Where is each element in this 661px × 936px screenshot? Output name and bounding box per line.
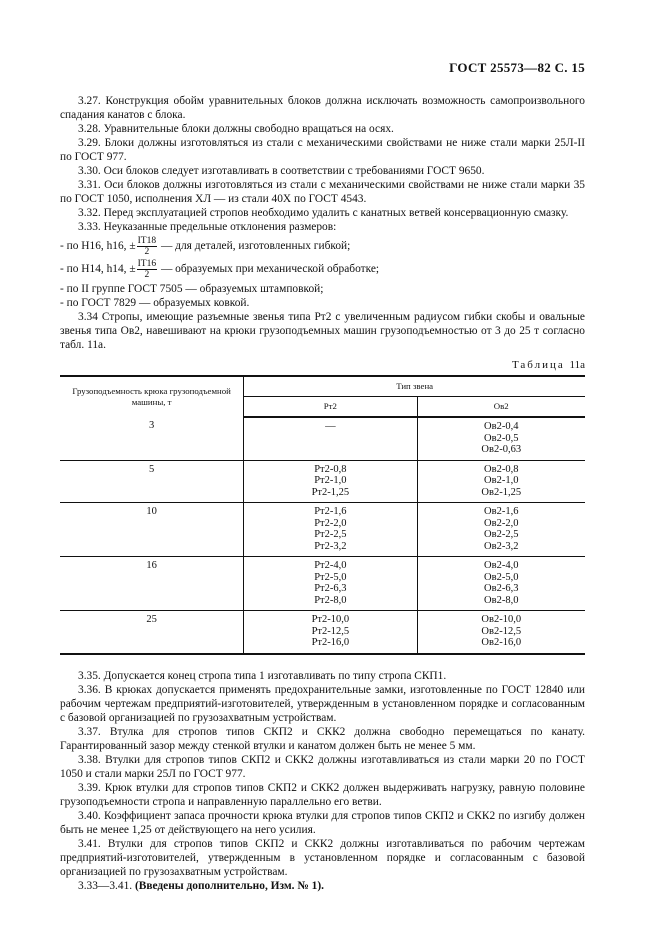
paragraph-bottom-5: 3.40. Коэффициент запаса прочности крюка втулки для стропов типов СКП2 и СКК2 по изгибу должен быть не менее 1,25 от действующего на него усилия. <box>60 809 585 836</box>
table-caption <box>60 358 585 372</box>
cell-capacity: 16 <box>60 557 244 611</box>
tolerance-2-prefix: - по H14, h14, ± <box>60 263 136 276</box>
cell-rt2 <box>244 503 417 557</box>
paragraph-bottom-4: 3.39. Крюк втулки для стропов типов СКП2 и СКК2 должен выдерживать нагрузку, равную половине грузоподъемности стропа и направленную параллельно его ветви. <box>60 781 585 808</box>
link-designation: Рт2-4,0 <box>314 560 347 571</box>
link-designation: Рт2-2,5 <box>314 529 347 540</box>
link-designation: Ов2-0,4 <box>484 421 519 432</box>
fraction-it16 <box>137 259 157 280</box>
tolerance-item-1 <box>60 236 585 257</box>
header-rt2: Рт2 <box>244 397 417 418</box>
final-note <box>60 879 585 893</box>
top-paragraphs <box>60 94 585 234</box>
link-designation: Рт2-1,25 <box>311 486 350 498</box>
bottom-paragraphs <box>60 669 585 879</box>
cell-ov2 <box>417 611 585 654</box>
paragraph-top-4: 3.31. Оси блоков должны изготовляться из стали с механическими свойствами не ниже стали марки 35 по ГОСТ 1050, исполнения ХЛ — из стали 40Х по ГОСТ 4543. <box>60 179 585 205</box>
paragraph-bottom-3: 3.38. Втулки для стропов типов СКП2 и СКК2 должны изготавливаться из стали марки 20 по ГОСТ 1050 и стали марки 25Л по ГОСТ 977. <box>60 753 585 780</box>
link-designation: Рт2-3,2 <box>314 540 347 552</box>
paragraph-3-34: 3.34 Стропы, имеющие разъемные звенья типа Рт2 с увеличенным радиусом гибки скобы и овальные звенья типа Ов2, навешивают на крюки грузоподъемных машин грузоподъемностью от 3 до 25 т согласно табл. 11а. <box>60 311 585 351</box>
link-designation: Рт2-16,0 <box>311 637 350 648</box>
cell-capacity: 10 <box>60 503 244 557</box>
cell-capacity: 25 <box>60 611 244 654</box>
final-note-range: 3.33—3.41. <box>78 879 133 892</box>
link-designation: Ов2-1,6 <box>484 506 519 517</box>
link-designation: Рт2-10,0 <box>311 614 350 625</box>
cell-capacity: 5 <box>60 460 244 503</box>
paragraph-top-6: 3.33. Неуказанные предельные отклонения размеров: <box>78 221 337 233</box>
cell-rt2 <box>244 460 417 503</box>
cell-rt2 <box>244 417 417 460</box>
header-ov2: Ов2 <box>417 397 585 418</box>
fraction-it18 <box>137 236 157 257</box>
tolerance-item-4: - по ГОСТ 7829 — образуемых ковкой. <box>60 297 250 309</box>
fraction-denominator: 2 <box>144 247 150 257</box>
cell-ov2 <box>417 557 585 611</box>
link-designation: Ов2-0,8 <box>484 463 519 475</box>
cell-ov2 <box>417 503 585 557</box>
fraction-numerator: IT18 <box>137 236 157 246</box>
paragraph-bottom-2: 3.37. Втулка для стропов типов СКП2 и СКК2 должна свободно перемещаться по канату. Гарантированный зазор между стенкой втулки и канатом должен быть не менее 5 мм. <box>60 725 585 752</box>
paragraph-bottom-1: 3.36. В крюках допускается применять предохранительные замки, изготовленные по ГОСТ 12840 или рабочим чертежам предприятий-изготовителей, утвержденным в установленном порядке и согласованным с базовой организацией по грузозахватным устройствам. <box>60 683 585 724</box>
header-link-type: Тип звена <box>244 376 585 397</box>
cell-ov2 <box>417 460 585 503</box>
table-body <box>60 417 585 654</box>
paragraph-bottom-0: 3.35. Допускается конец стропа типа 1 изготавливать по типу стропа СКП1. <box>78 669 447 682</box>
paragraph-top-0: 3.27. Конструкция обойм уравнительных блоков должна исключать возможность самопроизвольного спадания канатов с блока. <box>60 95 585 121</box>
paragraph-bottom-6: 3.41. Втулки для стропов типов СКП2 и СКК2 должны изготавливаться по рабочим чертежам предприятий-изготовителей, утвержденным в установленном порядке и согласованным с базовой организацией по грузозахватным устройствам. <box>60 837 585 878</box>
table-row <box>60 611 585 654</box>
cell-capacity: 3 <box>60 417 244 460</box>
link-designation: Рт2-12,5 <box>311 625 350 637</box>
link-designation: Ов2-0,63 <box>481 444 522 455</box>
link-designation: Ов2-16,0 <box>481 637 522 648</box>
table-row <box>60 503 585 557</box>
link-designation: Рт2-0,8 <box>314 463 347 475</box>
link-designation: Рт2-2,0 <box>314 517 347 529</box>
table-row <box>60 417 585 460</box>
link-designation: Ов2-4,0 <box>484 560 519 571</box>
link-designation: Ов2-3,2 <box>484 540 519 552</box>
paragraph-top-2: 3.29. Блоки должны изготовляться из стали с механическими свойствами не ниже стали марки 25Л-II по ГОСТ 977. <box>60 137 585 163</box>
fraction-denominator: 2 <box>144 270 150 280</box>
link-designation: Ов2-2,0 <box>484 517 519 529</box>
table-row <box>60 557 585 611</box>
link-designation: Рт2-1,0 <box>314 475 347 486</box>
paragraph-top-5: 3.32. Перед эксплуатацией стропов необходимо удалить с канатных ветвей консервационную смазку. <box>78 207 569 219</box>
link-designation: Рт2-8,0 <box>314 594 347 606</box>
link-designation: — <box>325 421 336 432</box>
link-designation: Рт2-6,3 <box>314 583 347 594</box>
table-row <box>60 460 585 503</box>
table-caption-word: Таблица <box>511 359 565 371</box>
link-designation: Ов2-12,5 <box>481 625 522 637</box>
link-designation: Рт2-5,0 <box>314 571 347 583</box>
tolerance-item-3: - по II группе ГОСТ 7505 — образуемых штамповкой; <box>60 283 324 295</box>
link-designation: Ов2-5,0 <box>484 571 519 583</box>
cell-ov2 <box>417 417 585 460</box>
tolerance-1-suffix: — для деталей, изготовленных гибкой; <box>158 240 351 253</box>
paragraph-top-1: 3.28. Уравнительные блоки должны свободно вращаться на осях. <box>78 123 394 135</box>
table-caption-number: 11а <box>569 359 585 371</box>
link-designation: Ов2-2,5 <box>484 529 519 540</box>
fraction-numerator: IT16 <box>137 259 157 269</box>
tolerance-1-prefix: - по H16, h16, ± <box>60 240 136 253</box>
link-designation: Ов2-0,5 <box>484 432 519 444</box>
link-designation: Ов2-8,0 <box>484 594 519 606</box>
link-designation: Рт2-1,6 <box>314 506 347 517</box>
link-designation: Ов2-6,3 <box>484 583 519 594</box>
paragraph-top-3: 3.30. Оси блоков следует изготавливать в соответствии с требованиями ГОСТ 9650. <box>78 165 485 177</box>
header-hook-capacity: Грузоподъемность крюка грузоподъемной машины, т <box>60 376 244 417</box>
cell-rt2 <box>244 557 417 611</box>
link-designation: Ов2-10,0 <box>481 614 522 625</box>
tolerance-item-2 <box>60 259 585 280</box>
cell-rt2 <box>244 611 417 654</box>
final-note-text: (Введены дополнительно, Изм. № 1). <box>134 879 324 892</box>
link-designation: Ов2-1,25 <box>481 486 522 498</box>
page-header: ГОСТ 25573—82 С. 15 <box>449 60 585 75</box>
tolerance-2-suffix: — образуемых при механической обработке; <box>158 263 380 276</box>
link-designation: Ов2-1,0 <box>484 475 519 486</box>
document-body <box>60 94 585 893</box>
link-type-table <box>60 375 585 655</box>
